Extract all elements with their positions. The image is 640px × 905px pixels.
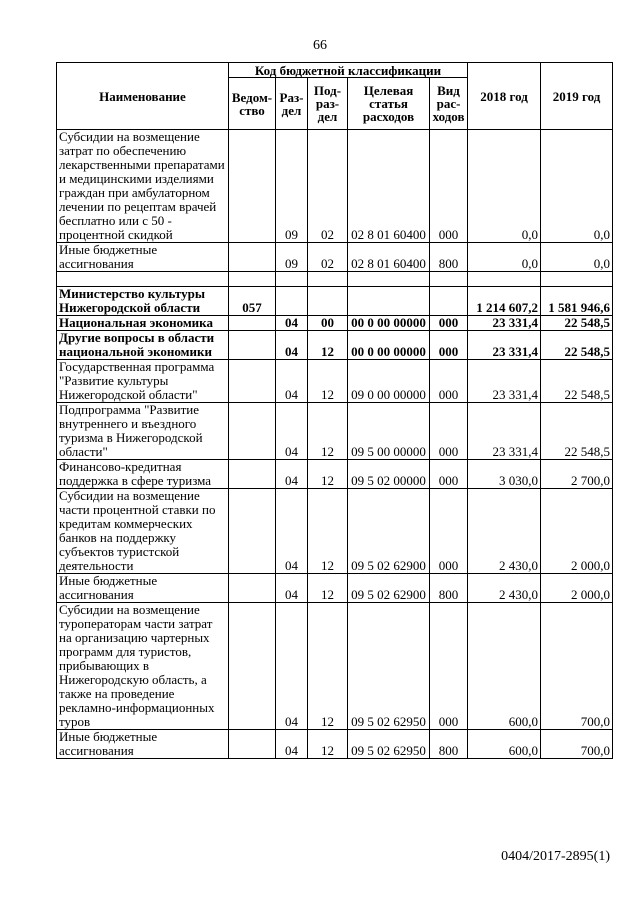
cell-name: Субсидии на возмещение затрат по обеспечению лекарственными препаратами и медицинскими изделиями граждан при амбулаторном лечении по рецептам врачей бесплатно или с 50 - процентной скидкой <box>57 130 229 243</box>
header-budget-classification: Код бюджетной классификации <box>229 63 468 78</box>
cell-target: 09 5 02 62900 <box>348 489 430 574</box>
cell-ved <box>229 331 276 360</box>
table-row <box>57 316 613 331</box>
cell-name: Национальная экономика <box>57 316 229 331</box>
page-number: 66 <box>313 38 327 53</box>
cell-razdel: 09 <box>276 243 308 272</box>
cell-y2018: 2 430,0 <box>468 574 541 603</box>
cell-ved <box>229 243 276 272</box>
cell-razdel: 04 <box>276 403 308 460</box>
cell-y2018: 3 030,0 <box>468 460 541 489</box>
cell-name: Субсидии на возмещение туроператорам части затрат на организацию чартерных программ для туристов, прибывающих в Нижегородскую область, а также на проведение рекламно-информационных туров <box>57 603 229 730</box>
table-row <box>57 460 613 489</box>
cell-y2019: 0,0 <box>541 130 613 243</box>
cell-y2019: 0,0 <box>541 243 613 272</box>
cell-ved <box>229 130 276 243</box>
cell-vid <box>430 287 468 316</box>
cell-podrazdel: 12 <box>308 574 348 603</box>
cell-y2019: 2 700,0 <box>541 460 613 489</box>
cell-target: 09 5 02 62900 <box>348 574 430 603</box>
cell-y2019: 2 000,0 <box>541 574 613 603</box>
cell-y2018: 600,0 <box>468 730 541 759</box>
cell-y2018: 23 331,4 <box>468 316 541 331</box>
cell-razdel: 04 <box>276 316 308 331</box>
cell-y2019: 22 548,5 <box>541 403 613 460</box>
cell-vid: 000 <box>430 460 468 489</box>
cell-vid: 000 <box>430 331 468 360</box>
cell-ved <box>229 730 276 759</box>
cell-razdel <box>276 287 308 316</box>
cell-target: 09 5 02 62950 <box>348 730 430 759</box>
cell-y2018: 23 331,4 <box>468 331 541 360</box>
cell-y2018: 23 331,4 <box>468 360 541 403</box>
cell-name: Министерство культуры Нижегородской области <box>57 287 229 316</box>
cell-ved <box>229 603 276 730</box>
cell-podrazdel: 12 <box>308 460 348 489</box>
cell-y2018: 2 430,0 <box>468 489 541 574</box>
header-target: Целевая статья расходов <box>348 78 430 130</box>
cell-y2018: 0,0 <box>468 243 541 272</box>
cell-podrazdel <box>308 287 348 316</box>
cell-vid: 000 <box>430 360 468 403</box>
spacer-cell <box>468 272 541 287</box>
cell-ved <box>229 403 276 460</box>
cell-podrazdel: 12 <box>308 603 348 730</box>
table-row <box>57 243 613 272</box>
cell-razdel: 04 <box>276 331 308 360</box>
cell-podrazdel: 12 <box>308 331 348 360</box>
cell-vid: 000 <box>430 603 468 730</box>
cell-vid: 800 <box>430 730 468 759</box>
table-row <box>57 603 613 730</box>
header-name: Наименование <box>57 63 229 130</box>
document-code: 0404/2017-2895(1) <box>501 849 610 864</box>
cell-name: Государственная программа "Развитие культуры Нижегородской области" <box>57 360 229 403</box>
budget-table <box>56 62 613 759</box>
cell-target: 02 8 01 60400 <box>348 130 430 243</box>
cell-y2019: 1 581 946,6 <box>541 287 613 316</box>
table-row <box>57 287 613 316</box>
cell-target: 09 5 02 00000 <box>348 460 430 489</box>
header-razdel: Раз-дел <box>276 78 308 130</box>
cell-y2018: 23 331,4 <box>468 403 541 460</box>
cell-ved <box>229 360 276 403</box>
cell-y2019: 700,0 <box>541 730 613 759</box>
cell-y2019: 22 548,5 <box>541 360 613 403</box>
spacer-cell <box>57 272 229 287</box>
cell-y2019: 22 548,5 <box>541 316 613 331</box>
table-row <box>57 574 613 603</box>
cell-podrazdel: 02 <box>308 243 348 272</box>
cell-razdel: 04 <box>276 574 308 603</box>
cell-vid: 000 <box>430 403 468 460</box>
table-row <box>57 403 613 460</box>
cell-vid: 000 <box>430 130 468 243</box>
cell-podrazdel: 02 <box>308 130 348 243</box>
cell-target: 00 0 00 00000 <box>348 316 430 331</box>
cell-podrazdel: 12 <box>308 360 348 403</box>
cell-podrazdel: 12 <box>308 403 348 460</box>
cell-name: Субсидии на возмещение части процентной ставки по кредитам коммерческих банков на поддержку субъектов туристской деятельности <box>57 489 229 574</box>
table-row <box>57 331 613 360</box>
cell-vid: 000 <box>430 489 468 574</box>
cell-y2018: 1 214 607,2 <box>468 287 541 316</box>
cell-razdel: 04 <box>276 730 308 759</box>
cell-podrazdel: 12 <box>308 730 348 759</box>
table-row <box>57 730 613 759</box>
cell-vid: 800 <box>430 574 468 603</box>
header-2019: 2019 год <box>541 63 613 130</box>
cell-ved <box>229 489 276 574</box>
cell-razdel: 09 <box>276 130 308 243</box>
cell-target: 00 0 00 00000 <box>348 331 430 360</box>
cell-vid: 000 <box>430 316 468 331</box>
cell-razdel: 04 <box>276 603 308 730</box>
spacer-cell <box>276 272 308 287</box>
spacer-cell <box>308 272 348 287</box>
cell-y2019: 22 548,5 <box>541 331 613 360</box>
cell-name: Подпрограмма "Развитие внутреннего и въездного туризма в Нижегородской области" <box>57 403 229 460</box>
spacer-cell <box>541 272 613 287</box>
spacer-row <box>57 272 613 287</box>
cell-razdel: 04 <box>276 360 308 403</box>
cell-razdel: 04 <box>276 460 308 489</box>
table-row <box>57 130 613 243</box>
cell-ved: 057 <box>229 287 276 316</box>
cell-ved <box>229 316 276 331</box>
cell-podrazdel: 00 <box>308 316 348 331</box>
cell-podrazdel: 12 <box>308 489 348 574</box>
header-ved: Ведом-ство <box>229 78 276 130</box>
cell-y2019: 2 000,0 <box>541 489 613 574</box>
cell-name: Иные бюджетные ассигнования <box>57 243 229 272</box>
cell-target: 09 5 00 00000 <box>348 403 430 460</box>
cell-name: Финансово-кредитная поддержка в сфере туризма <box>57 460 229 489</box>
spacer-cell <box>348 272 430 287</box>
table-row <box>57 489 613 574</box>
spacer-cell <box>229 272 276 287</box>
cell-target: 09 0 00 00000 <box>348 360 430 403</box>
cell-y2019: 700,0 <box>541 603 613 730</box>
cell-y2018: 600,0 <box>468 603 541 730</box>
cell-y2018: 0,0 <box>468 130 541 243</box>
cell-razdel: 04 <box>276 489 308 574</box>
cell-ved <box>229 460 276 489</box>
cell-name: Другие вопросы в области национальной экономики <box>57 331 229 360</box>
cell-target <box>348 287 430 316</box>
header-vid: Вид рас-ходов <box>430 78 468 130</box>
table-row <box>57 360 613 403</box>
cell-name: Иные бюджетные ассигнования <box>57 574 229 603</box>
cell-target: 02 8 01 60400 <box>348 243 430 272</box>
header-podrazdel: Под-раз-дел <box>308 78 348 130</box>
cell-ved <box>229 574 276 603</box>
cell-vid: 800 <box>430 243 468 272</box>
table-body <box>57 130 613 759</box>
header-2018: 2018 год <box>468 63 541 130</box>
cell-name: Иные бюджетные ассигнования <box>57 730 229 759</box>
spacer-cell <box>430 272 468 287</box>
cell-target: 09 5 02 62950 <box>348 603 430 730</box>
